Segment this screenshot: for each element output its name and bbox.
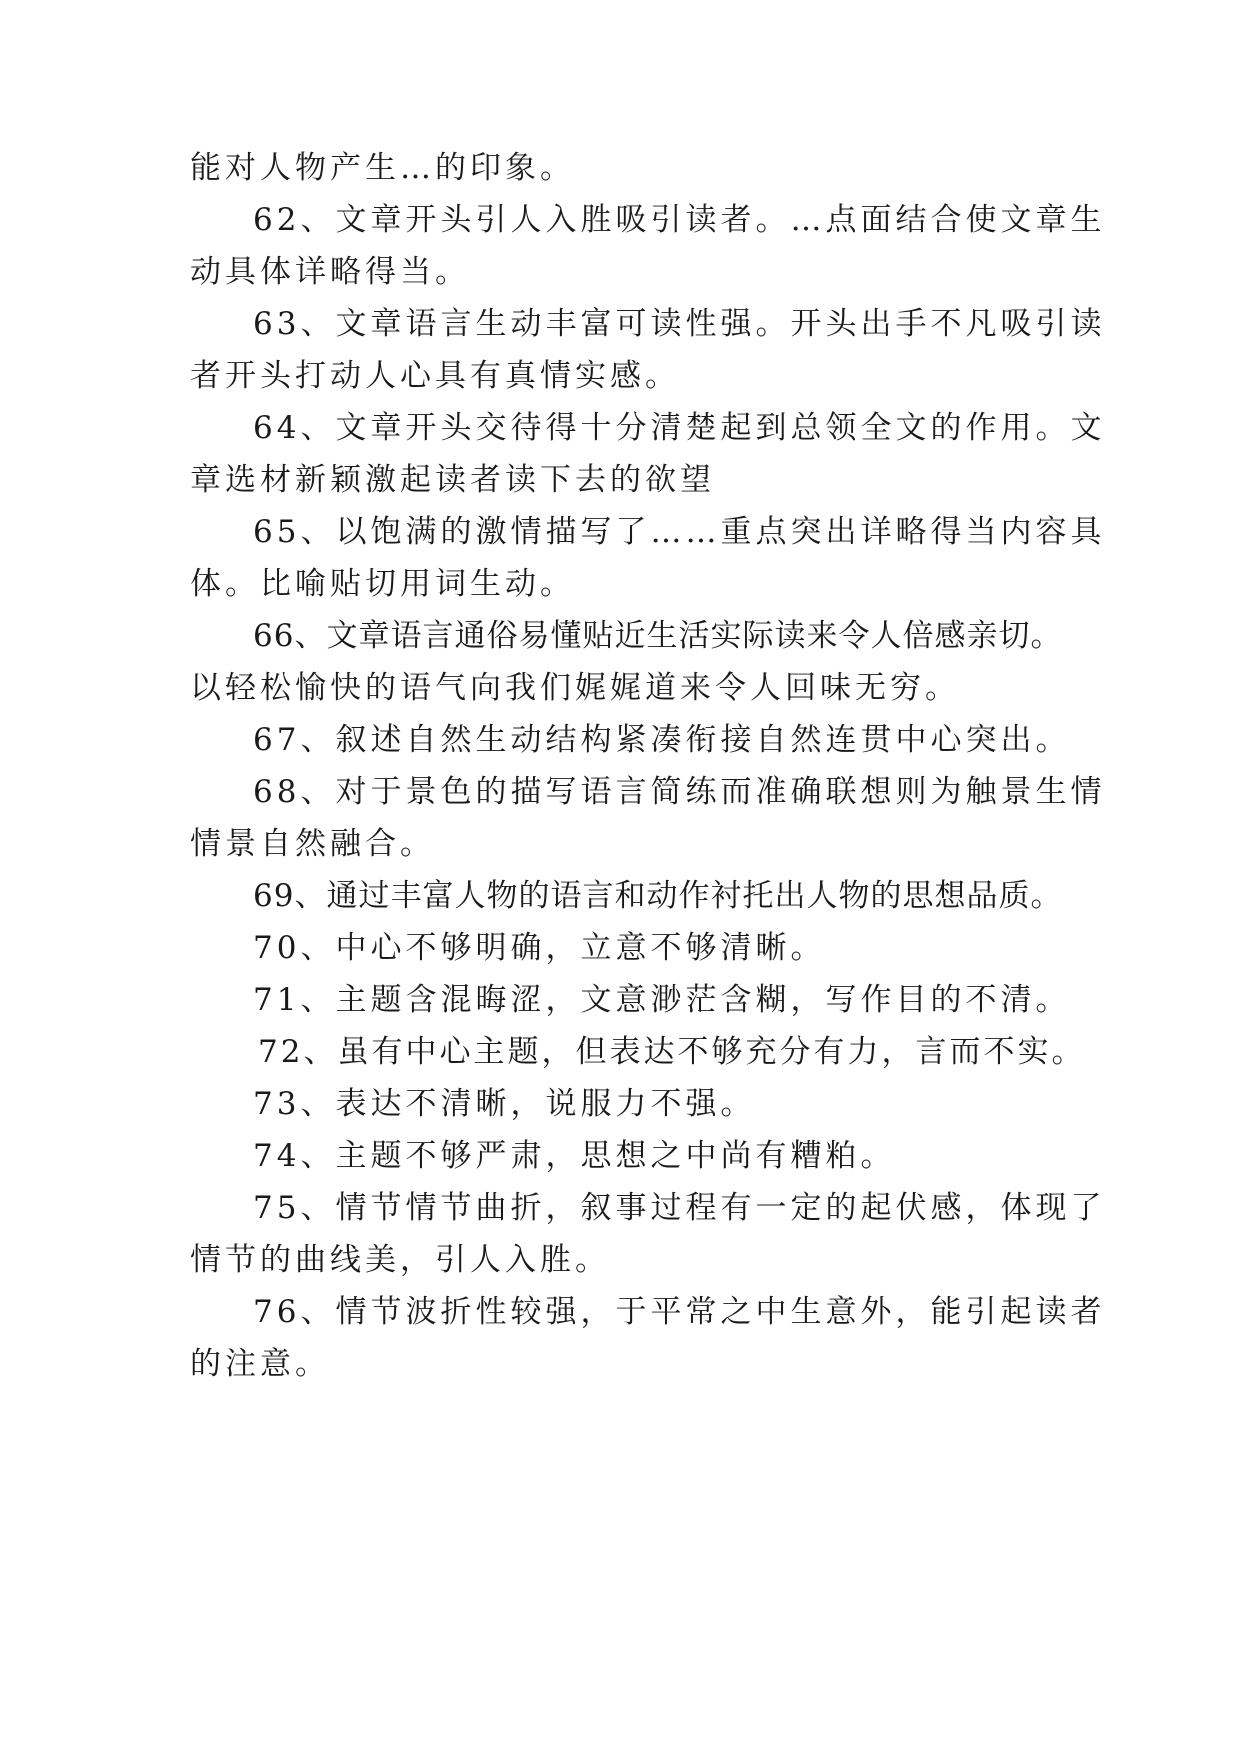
text-line: 能对人物产生…的印象。 [190, 150, 575, 186]
text-line: 72、虽有中心主题，但表达不够充分有力，言而不实。 [258, 1034, 1086, 1070]
text-line: 以轻松愉快的语气向我们娓娓道来令人回味无穷。 [190, 670, 960, 706]
text-line: 体。比喻贴切用词生动。 [190, 566, 575, 602]
text-line: 动具体详略得当。 [190, 254, 470, 290]
text-line: 73、表达不清晰，说服力不强。 [253, 1086, 756, 1122]
text-line: 情节的曲线美，引人入胜。 [190, 1242, 610, 1278]
text-line: 71、主题含混晦涩，文意渺茫含糊，写作目的不清。 [253, 982, 1071, 1018]
text-line: 情景自然融合。 [190, 826, 435, 862]
text-line: 67、叙述自然生动结构紧凑衔接自然连贯中心突出。 [253, 722, 1071, 758]
text-line: 62、文章开头引人入胜吸引读者。…点面结合使文章生 [253, 202, 1106, 238]
text-line: 70、中心不够明确，立意不够清晰。 [253, 930, 826, 966]
text-line: 63、文章语言生动丰富可读性强。开头出手不凡吸引读 [253, 306, 1106, 342]
text-line: 76、情节波折性较强，于平常之中生意外，能引起读者 [253, 1294, 1106, 1330]
text-line: 66、文章语言通俗易懂贴近生活实际读来令人倍感亲切。 [253, 618, 1063, 654]
text-line: 68、对于景色的描写语言简练而准确联想则为触景生情 [253, 774, 1106, 810]
text-line: 64、文章开头交待得十分清楚起到总领全文的作用。文 [253, 410, 1106, 446]
text-line: 的注意。 [190, 1346, 330, 1382]
text-line: 75、情节情节曲折，叙事过程有一定的起伏感，体现了 [253, 1190, 1106, 1226]
text-line: 69、通过丰富人物的语言和动作衬托出人物的思想品质。 [253, 878, 1063, 914]
text-line: 章选材新颖激起读者读下去的欲望 [190, 462, 715, 498]
text-line: 者开头打动人心具有真情实感。 [190, 358, 680, 394]
text-line: 74、主题不够严肃，思想之中尚有糟粕。 [253, 1138, 896, 1174]
text-line: 65、以饱满的激情描写了……重点突出详略得当内容具 [253, 514, 1106, 550]
